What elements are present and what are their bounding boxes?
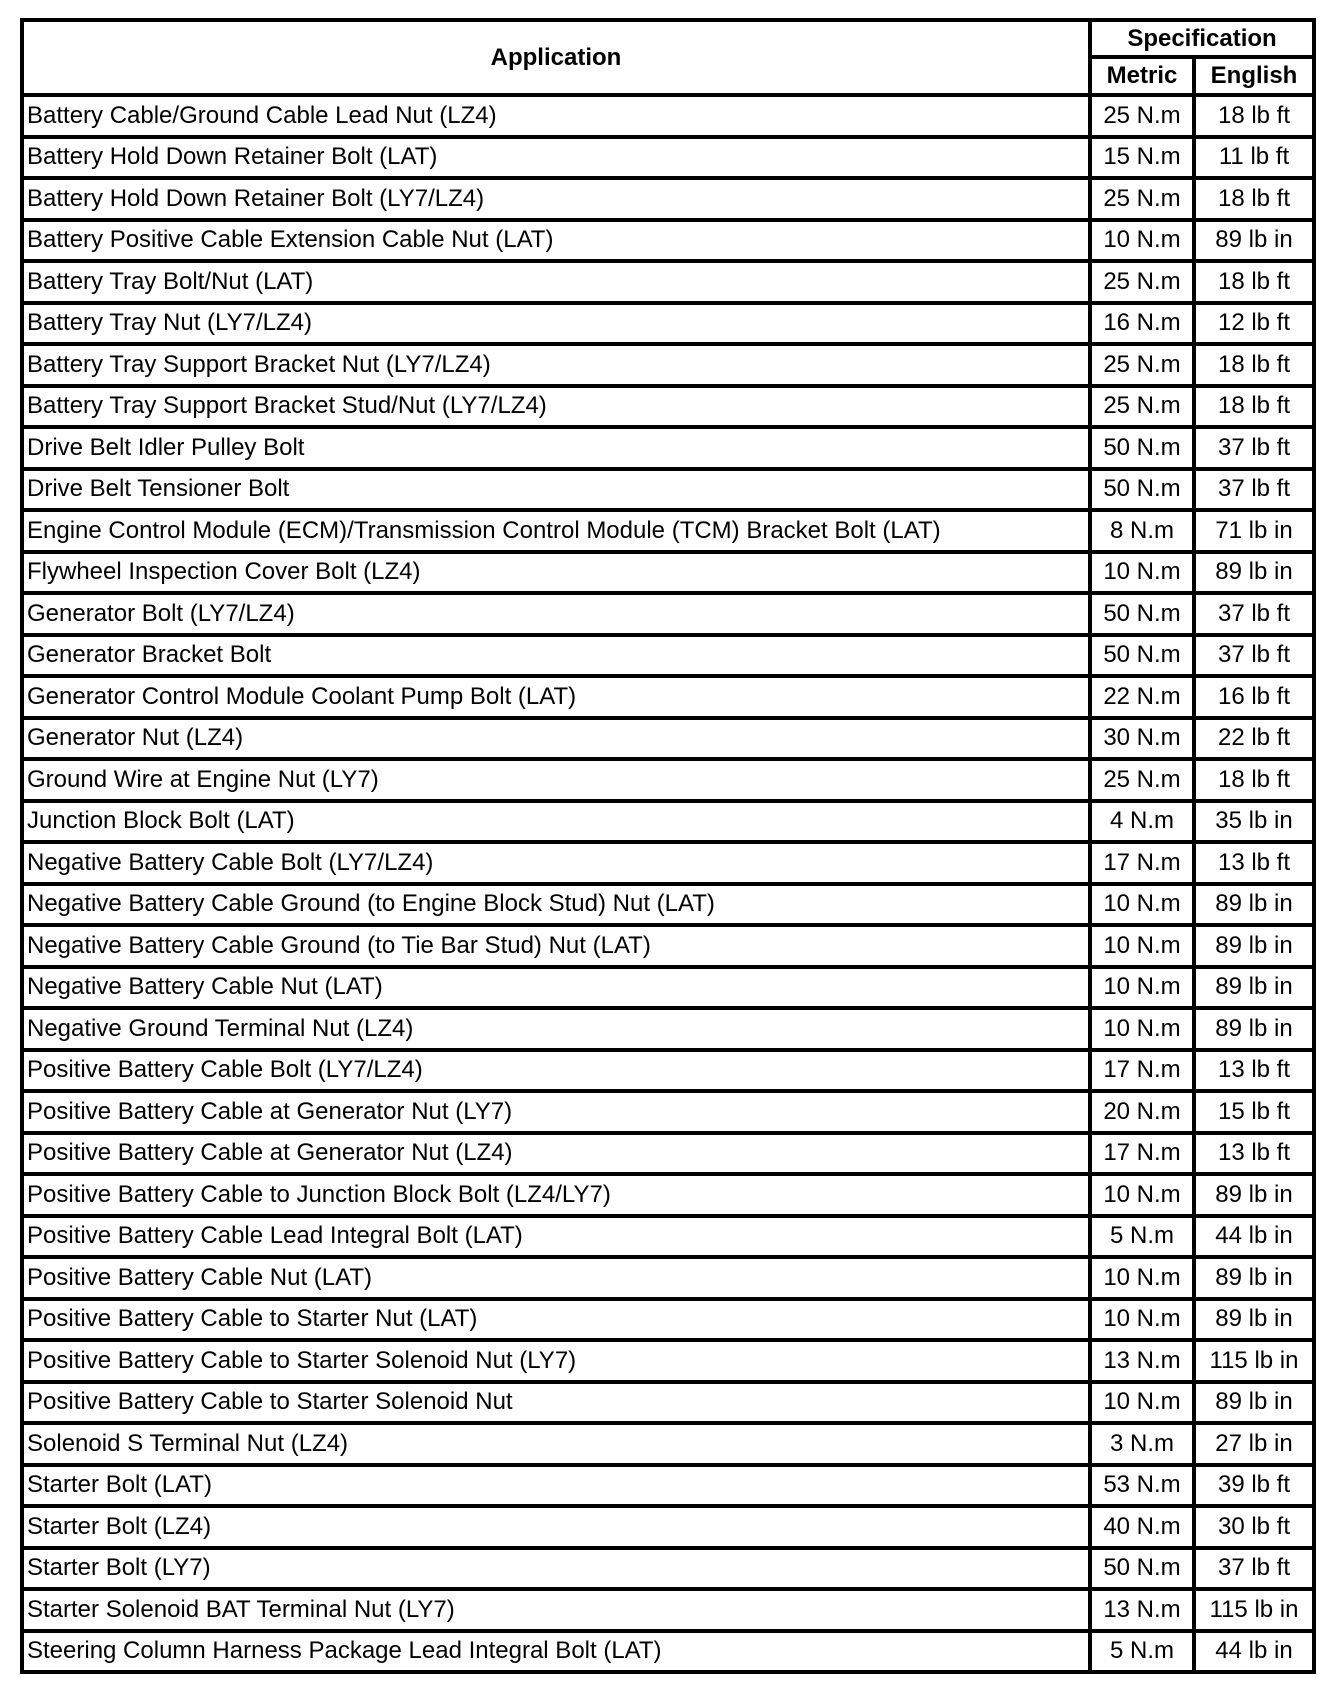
english-cell: 16 lb ft bbox=[1194, 676, 1314, 718]
application-cell: Flywheel Inspection Cover Bolt (LZ4) bbox=[22, 552, 1090, 594]
application-cell: Solenoid S Terminal Nut (LZ4) bbox=[22, 1423, 1090, 1465]
application-cell: Drive Belt Idler Pulley Bolt bbox=[22, 427, 1090, 469]
metric-cell: 10 N.m bbox=[1090, 1008, 1194, 1050]
metric-cell: 10 N.m bbox=[1090, 1299, 1194, 1341]
table-row bbox=[22, 1216, 1314, 1258]
table-row bbox=[22, 303, 1314, 345]
application-cell: Battery Hold Down Retainer Bolt (LY7/LZ4) bbox=[22, 178, 1090, 220]
english-cell: 39 lb ft bbox=[1194, 1465, 1314, 1507]
table-row bbox=[22, 427, 1314, 469]
application-cell: Ground Wire at Engine Nut (LY7) bbox=[22, 759, 1090, 801]
application-cell: Negative Battery Cable Nut (LAT) bbox=[22, 967, 1090, 1009]
english-cell: 37 lb ft bbox=[1194, 593, 1314, 635]
metric-cell: 25 N.m bbox=[1090, 344, 1194, 386]
application-header: Application bbox=[22, 20, 1090, 95]
application-cell: Generator Nut (LZ4) bbox=[22, 718, 1090, 760]
table-row bbox=[22, 925, 1314, 967]
english-cell: 18 lb ft bbox=[1194, 178, 1314, 220]
english-cell: 37 lb ft bbox=[1194, 1548, 1314, 1590]
metric-cell: 13 N.m bbox=[1090, 1340, 1194, 1382]
metric-cell: 25 N.m bbox=[1090, 386, 1194, 428]
table-row bbox=[22, 1589, 1314, 1631]
english-cell: 44 lb in bbox=[1194, 1216, 1314, 1258]
english-cell: 115 lb in bbox=[1194, 1589, 1314, 1631]
table-row bbox=[22, 95, 1314, 137]
english-cell: 115 lb in bbox=[1194, 1340, 1314, 1382]
metric-cell: 8 N.m bbox=[1090, 510, 1194, 552]
english-cell: 37 lb ft bbox=[1194, 469, 1314, 511]
metric-cell: 17 N.m bbox=[1090, 1133, 1194, 1175]
table-row bbox=[22, 1299, 1314, 1341]
english-cell: 11 lb ft bbox=[1194, 137, 1314, 179]
english-cell: 22 lb ft bbox=[1194, 718, 1314, 760]
english-cell: 37 lb ft bbox=[1194, 427, 1314, 469]
table-row bbox=[22, 1631, 1314, 1673]
metric-cell: 50 N.m bbox=[1090, 593, 1194, 635]
table-row bbox=[22, 1008, 1314, 1050]
metric-cell: 25 N.m bbox=[1090, 759, 1194, 801]
metric-cell: 25 N.m bbox=[1090, 178, 1194, 220]
application-cell: Negative Battery Cable Ground (to Tie Bar Stud) Nut (LAT) bbox=[22, 925, 1090, 967]
english-cell: 71 lb in bbox=[1194, 510, 1314, 552]
metric-cell: 20 N.m bbox=[1090, 1091, 1194, 1133]
application-cell: Positive Battery Cable at Generator Nut (LZ4) bbox=[22, 1133, 1090, 1175]
english-cell: 89 lb in bbox=[1194, 1382, 1314, 1424]
application-cell: Starter Bolt (LZ4) bbox=[22, 1506, 1090, 1548]
english-cell: 12 lb ft bbox=[1194, 303, 1314, 345]
application-cell: Positive Battery Cable to Starter Nut (LAT) bbox=[22, 1299, 1090, 1341]
table-row bbox=[22, 1174, 1314, 1216]
metric-cell: 50 N.m bbox=[1090, 635, 1194, 677]
english-cell: 13 lb ft bbox=[1194, 842, 1314, 884]
application-cell: Generator Control Module Coolant Pump Bolt (LAT) bbox=[22, 676, 1090, 718]
table-row bbox=[22, 759, 1314, 801]
table-row bbox=[22, 635, 1314, 677]
table-row bbox=[22, 801, 1314, 843]
table-row bbox=[22, 1257, 1314, 1299]
specification-header: Specification bbox=[1090, 20, 1314, 57]
english-cell: 35 lb in bbox=[1194, 801, 1314, 843]
english-cell: 44 lb in bbox=[1194, 1631, 1314, 1673]
metric-cell: 10 N.m bbox=[1090, 884, 1194, 926]
application-cell: Battery Tray Support Bracket Nut (LY7/LZ4) bbox=[22, 344, 1090, 386]
table-row bbox=[22, 178, 1314, 220]
english-cell: 89 lb in bbox=[1194, 967, 1314, 1009]
metric-cell: 3 N.m bbox=[1090, 1423, 1194, 1465]
torque-spec-table bbox=[20, 18, 1316, 1674]
metric-cell: 10 N.m bbox=[1090, 552, 1194, 594]
application-cell: Steering Column Harness Package Lead Integral Bolt (LAT) bbox=[22, 1631, 1090, 1673]
table-row bbox=[22, 552, 1314, 594]
metric-cell: 22 N.m bbox=[1090, 676, 1194, 718]
metric-cell: 10 N.m bbox=[1090, 1382, 1194, 1424]
metric-cell: 40 N.m bbox=[1090, 1506, 1194, 1548]
english-cell: 89 lb in bbox=[1194, 220, 1314, 262]
table-row bbox=[22, 510, 1314, 552]
table-row bbox=[22, 261, 1314, 303]
english-cell: 89 lb in bbox=[1194, 1257, 1314, 1299]
english-cell: 18 lb ft bbox=[1194, 95, 1314, 137]
english-cell: 18 lb ft bbox=[1194, 344, 1314, 386]
table-row bbox=[22, 1382, 1314, 1424]
table-row bbox=[22, 593, 1314, 635]
application-cell: Battery Hold Down Retainer Bolt (LAT) bbox=[22, 137, 1090, 179]
table-row bbox=[22, 1091, 1314, 1133]
application-cell: Negative Battery Cable Ground (to Engine Block Stud) Nut (LAT) bbox=[22, 884, 1090, 926]
table-row bbox=[22, 344, 1314, 386]
application-cell: Starter Bolt (LY7) bbox=[22, 1548, 1090, 1590]
metric-header: Metric bbox=[1090, 57, 1194, 95]
table-row bbox=[22, 137, 1314, 179]
metric-cell: 10 N.m bbox=[1090, 220, 1194, 262]
metric-cell: 16 N.m bbox=[1090, 303, 1194, 345]
table-row bbox=[22, 220, 1314, 262]
metric-cell: 30 N.m bbox=[1090, 718, 1194, 760]
table-header bbox=[22, 20, 1314, 95]
application-cell: Battery Cable/Ground Cable Lead Nut (LZ4) bbox=[22, 95, 1090, 137]
english-cell: 89 lb in bbox=[1194, 1174, 1314, 1216]
english-cell: 27 lb in bbox=[1194, 1423, 1314, 1465]
application-cell: Junction Block Bolt (LAT) bbox=[22, 801, 1090, 843]
application-cell: Engine Control Module (ECM)/Transmission Control Module (TCM) Bracket Bolt (LAT) bbox=[22, 510, 1090, 552]
table-row bbox=[22, 1133, 1314, 1175]
metric-cell: 17 N.m bbox=[1090, 1050, 1194, 1092]
table-row bbox=[22, 718, 1314, 760]
english-cell: 15 lb ft bbox=[1194, 1091, 1314, 1133]
metric-cell: 5 N.m bbox=[1090, 1216, 1194, 1258]
metric-cell: 50 N.m bbox=[1090, 427, 1194, 469]
application-cell: Positive Battery Cable to Junction Block Bolt (LZ4/LY7) bbox=[22, 1174, 1090, 1216]
application-cell: Generator Bolt (LY7/LZ4) bbox=[22, 593, 1090, 635]
metric-cell: 53 N.m bbox=[1090, 1465, 1194, 1507]
table-row bbox=[22, 842, 1314, 884]
english-cell: 18 lb ft bbox=[1194, 386, 1314, 428]
english-cell: 18 lb ft bbox=[1194, 261, 1314, 303]
metric-cell: 5 N.m bbox=[1090, 1631, 1194, 1673]
application-cell: Positive Battery Cable at Generator Nut (LY7) bbox=[22, 1091, 1090, 1133]
metric-cell: 25 N.m bbox=[1090, 95, 1194, 137]
application-cell: Battery Tray Support Bracket Stud/Nut (LY7/LZ4) bbox=[22, 386, 1090, 428]
table-row bbox=[22, 469, 1314, 511]
table-row bbox=[22, 1548, 1314, 1590]
application-cell: Battery Tray Bolt/Nut (LAT) bbox=[22, 261, 1090, 303]
application-cell: Generator Bracket Bolt bbox=[22, 635, 1090, 677]
metric-cell: 13 N.m bbox=[1090, 1589, 1194, 1631]
table-row bbox=[22, 884, 1314, 926]
metric-cell: 50 N.m bbox=[1090, 1548, 1194, 1590]
table-row bbox=[22, 1340, 1314, 1382]
application-cell: Battery Positive Cable Extension Cable Nut (LAT) bbox=[22, 220, 1090, 262]
application-cell: Starter Bolt (LAT) bbox=[22, 1465, 1090, 1507]
table-row bbox=[22, 1465, 1314, 1507]
metric-cell: 17 N.m bbox=[1090, 842, 1194, 884]
english-cell: 13 lb ft bbox=[1194, 1050, 1314, 1092]
metric-cell: 10 N.m bbox=[1090, 967, 1194, 1009]
metric-cell: 10 N.m bbox=[1090, 925, 1194, 967]
table-row bbox=[22, 386, 1314, 428]
english-cell: 89 lb in bbox=[1194, 1299, 1314, 1341]
english-cell: 37 lb ft bbox=[1194, 635, 1314, 677]
english-cell: 89 lb in bbox=[1194, 1008, 1314, 1050]
application-cell: Battery Tray Nut (LY7/LZ4) bbox=[22, 303, 1090, 345]
application-cell: Starter Solenoid BAT Terminal Nut (LY7) bbox=[22, 1589, 1090, 1631]
english-cell: 89 lb in bbox=[1194, 925, 1314, 967]
application-cell: Positive Battery Cable to Starter Solenoid Nut (LY7) bbox=[22, 1340, 1090, 1382]
table-row bbox=[22, 967, 1314, 1009]
english-cell: 13 lb ft bbox=[1194, 1133, 1314, 1175]
metric-cell: 4 N.m bbox=[1090, 801, 1194, 843]
application-cell: Positive Battery Cable to Starter Solenoid Nut bbox=[22, 1382, 1090, 1424]
english-header: English bbox=[1194, 57, 1314, 95]
metric-cell: 10 N.m bbox=[1090, 1174, 1194, 1216]
english-cell: 18 lb ft bbox=[1194, 759, 1314, 801]
metric-cell: 50 N.m bbox=[1090, 469, 1194, 511]
metric-cell: 10 N.m bbox=[1090, 1257, 1194, 1299]
table-row bbox=[22, 676, 1314, 718]
application-cell: Positive Battery Cable Nut (LAT) bbox=[22, 1257, 1090, 1299]
table-row bbox=[22, 1506, 1314, 1548]
application-cell: Positive Battery Cable Bolt (LY7/LZ4) bbox=[22, 1050, 1090, 1092]
application-cell: Drive Belt Tensioner Bolt bbox=[22, 469, 1090, 511]
metric-cell: 25 N.m bbox=[1090, 261, 1194, 303]
application-cell: Negative Ground Terminal Nut (LZ4) bbox=[22, 1008, 1090, 1050]
metric-cell: 15 N.m bbox=[1090, 137, 1194, 179]
table-row bbox=[22, 1423, 1314, 1465]
table-row bbox=[22, 1050, 1314, 1092]
application-cell: Positive Battery Cable Lead Integral Bolt (LAT) bbox=[22, 1216, 1090, 1258]
english-cell: 30 lb ft bbox=[1194, 1506, 1314, 1548]
english-cell: 89 lb in bbox=[1194, 884, 1314, 926]
application-cell: Negative Battery Cable Bolt (LY7/LZ4) bbox=[22, 842, 1090, 884]
table-body bbox=[22, 95, 1314, 1672]
english-cell: 89 lb in bbox=[1194, 552, 1314, 594]
